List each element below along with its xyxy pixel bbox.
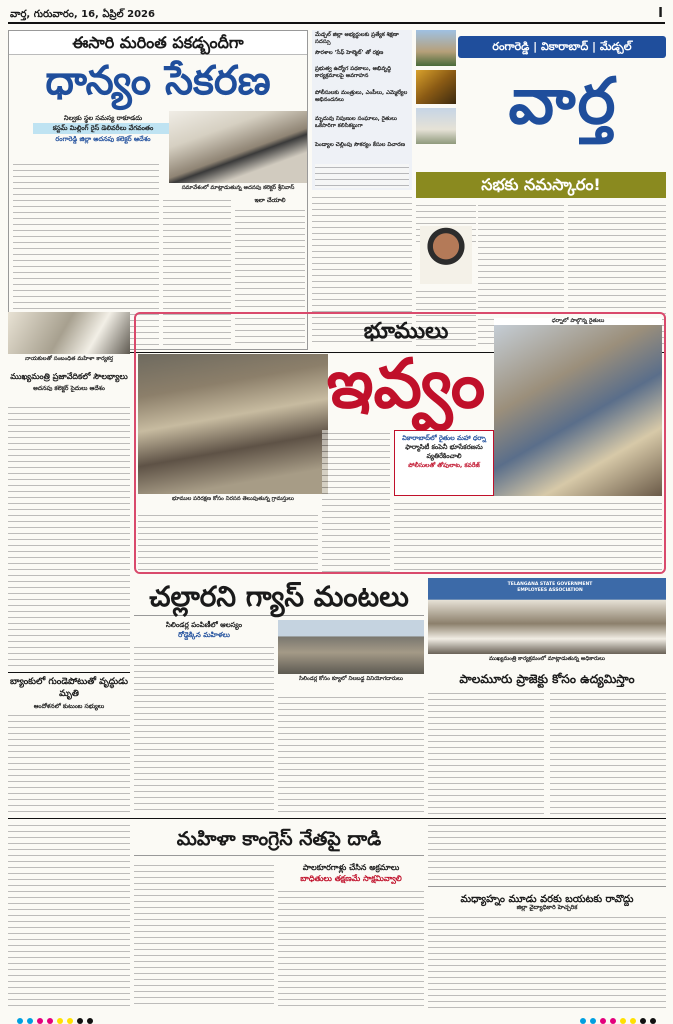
land-headline-small: భూములు xyxy=(363,319,449,344)
land-body-col4 xyxy=(494,500,662,572)
lead-box-heading: ఇలా చేయాలి xyxy=(254,197,286,204)
sidebar-story-2: బ్యాంకులో గుండెపోటుతో వృద్ధుడు మృతి ఆందోళనలో కుటుంబ సభ్యులు xyxy=(10,677,128,710)
land-headline-big: ఇవ్వం xyxy=(326,345,486,424)
land-body-col1 xyxy=(138,512,318,572)
brief-item: సౌరశాల ‘సేఫ్ హెల్మెట్’ తో రక్షణ xyxy=(315,50,384,56)
lead-kicker: ఈసారి మరింత పకడ్బందీగా xyxy=(9,31,307,55)
sidebar-photo xyxy=(8,312,130,354)
masthead-logo: వార్త xyxy=(508,64,618,139)
sidebar-story-1: ముఖ్యమంత్రి ప్రజావేదికలో సౌలభ్యాలు అదనపు కలెక్టర్ సైదులు ఆదేశం xyxy=(10,372,128,392)
gas-body-col1 xyxy=(134,644,274,814)
land-right-caption: ధర్నాలో పాల్గొన్న రైతులు xyxy=(494,318,662,325)
land-right-photo xyxy=(494,318,662,496)
gas-subheads: సిలిండర్ల పంపిణీలో ఆలస్యం రోడ్డెక్కిన మహిళలు xyxy=(165,621,243,639)
briefs-column xyxy=(312,30,412,190)
temple-photo xyxy=(416,30,456,66)
mahila-body-col1 xyxy=(134,862,274,1008)
registration-bar xyxy=(0,1012,673,1024)
brief-item: పోలీసులకు మంత్రులు, ఎంపీలు, ఎమ్మెల్యేల అభినందనలు xyxy=(315,90,408,103)
gas-body-col2 xyxy=(278,694,424,814)
irrigation-top-body xyxy=(428,822,666,882)
mahila-story xyxy=(134,822,424,1008)
districts-banner: రంగారెడ్డి | వికారాబాద్ | మేడ్చల్ xyxy=(458,36,666,58)
palamuru-body-col2 xyxy=(550,690,666,814)
sidebar-body-1 xyxy=(8,404,130,668)
brief-item: మృదువు నిపుణుల సంఘాలు, రైతులు ఒకేసారిగా కలిసికట్టుగా xyxy=(315,116,397,129)
sidebar-photo-caption: నాయకులతో సంబంధిత మహిళా కార్యకర్త xyxy=(24,356,114,362)
mahila-headline: మహిళా కాంగ్రెస్ నేతపై దాడి xyxy=(134,822,424,856)
registration-marks xyxy=(0,1015,673,1024)
gas-story xyxy=(134,578,424,814)
palamuru-headline: పాలమూరు ప్రాజెక్టు కోసం ఉద్యమిస్తాం xyxy=(459,672,635,686)
lead-headline: ధాన్యం సేకరణ xyxy=(45,58,271,104)
building-photo xyxy=(416,108,456,144)
land-body-col3 xyxy=(394,500,494,572)
sidebar-body-2 xyxy=(8,712,130,812)
gas-headline: చల్లారని గ్యాస్ మంటలు xyxy=(134,578,424,616)
land-body-col2 xyxy=(322,430,390,572)
brief-item: పెండ్యాల చెల్లింపు సౌకర్యం కేసుల విచారణ xyxy=(315,142,406,148)
brief-item: ప్రభుత్వ ఉద్యోగ పథకాలు, అభివృద్ధి కార్యక్రమాలపై అవగాహన xyxy=(315,66,391,79)
masthead-area xyxy=(416,30,666,172)
gas-photo-caption: సిలిండర్ల కోసం క్యూలో నిలబడ్డ వినియోగదారులు xyxy=(299,676,403,682)
palamuru-caption: ముఖ్యమంత్రి కార్యక్రమంలో మాట్లాడుతున్న అధికారులు xyxy=(489,656,605,662)
palamuru-photo xyxy=(428,578,666,654)
lead-story xyxy=(8,30,308,350)
gas-queue-photo xyxy=(278,620,424,674)
salutation-banner: సభకు నమస్కారం! xyxy=(416,172,666,198)
irrigation-story xyxy=(428,822,666,1008)
dateline-bar xyxy=(8,6,665,24)
brief-item: మేడ్చల్ జిల్లా అభ్యర్థులకు ప్రత్యేక శిక్షణా సదస్సు xyxy=(315,32,399,45)
politician-photo xyxy=(420,226,472,284)
irrigation-headline: మధ్యాహ్నం మూడు వరకు బయటకు రావొద్దు xyxy=(428,886,666,908)
land-photo-caption: భూముల పరిరక్షణ కోసం నిరసన తెలుపుతున్న గ్రామస్తులు xyxy=(172,496,294,502)
irrigation-body xyxy=(428,914,666,1008)
lead-photo xyxy=(169,111,307,183)
land-inset: వికారాబాద్‌లో రైతుల మహా ధర్నా ఫార్మాసిటీ కంపెనీ భూసేకరణను వ్యతిరేకించాలి పోలీసులతో తోపులాట, కవరేజ్ xyxy=(394,430,494,496)
palapitta-story: పాలకూరగాళ్లు చేసిన అక్రమాలు బాధితులు తక్షణమే సాక్షమివ్వాలి xyxy=(278,862,424,1008)
page-number: I xyxy=(658,6,663,21)
gold-idol-photo xyxy=(416,70,456,104)
bottom-left-body xyxy=(8,822,130,1008)
lead-subheads: నిల్వకు స్థల సమస్య రాకూడదు కస్టమ్ మిల్లింగ్ రైస్ డెలివరీలు వేగవంతం రంగారెడ్డి జిల్లా అదనపు కలెక్టర్ ఆదేశం xyxy=(33,113,173,157)
lead-photo-caption: సమావేశంలో మాట్లాడుతున్న అదనపు కలెక్టర్ శ్రీనివాస్ xyxy=(181,185,295,191)
palamuru-body-col1 xyxy=(428,690,544,814)
palamuru-banner: TELANGANA STATE GOVERNMENT EMPLOYEES ASSOCIATION xyxy=(507,582,593,593)
palamuru-story xyxy=(428,578,666,814)
land-story xyxy=(134,312,666,574)
land-protest-photo xyxy=(138,354,328,494)
irrigation-sub: జిల్లా వైద్యాధికారి హెచ్చరిక xyxy=(516,904,578,911)
dateline: వార్త, గురువారం, 16, ఏప్రిల్ 2026 xyxy=(10,9,155,20)
